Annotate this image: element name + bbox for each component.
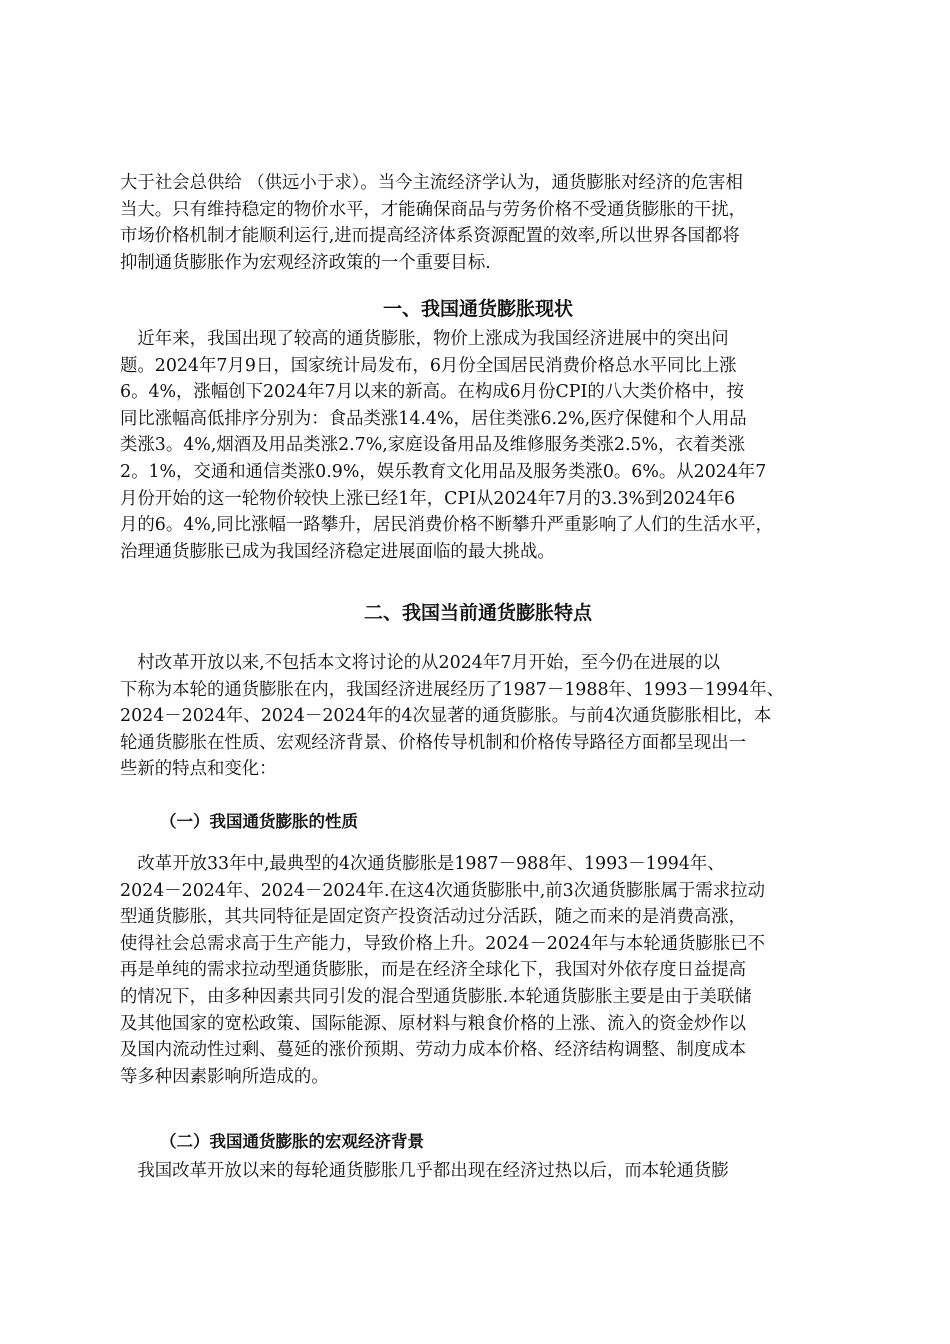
section-2-paragraph (120, 650, 836, 783)
section-1-heading: 一、我国通货膨胀现状 (382, 298, 573, 320)
text-line: 类涨3。4%,烟酒及用品类涨2.7%,家庭设备用品及维修服务类涨2.5%，衣着类涨 (120, 435, 746, 456)
text-line: 型通货膨胀，其共同特征是固定资产投资活动过分活跃，随之而来的是消费高涨， (120, 907, 747, 928)
text-line: 2024－2024年、2024－2024年的4次显著的通货膨胀。与前4次通货膨胀相比，本 (120, 706, 772, 727)
subsection-2-heading: （二）我国通货膨胀的宏观经济背景 (160, 1132, 424, 1151)
subsection-1-heading: （一）我国通货膨胀的性质 (160, 812, 358, 831)
text-line: 月的6。4%,同比涨幅一路攀升，居民消费价格不断攀升严重影响了人们的生活水平， (120, 515, 773, 536)
text-line: 的情况下，由多种因素共同引发的混合型通货膨胀.本轮通货膨胀主要是由于美联储 (120, 986, 752, 1007)
intro-paragraph (120, 170, 836, 276)
text-line: 些新的特点和变化： (120, 759, 277, 780)
text-line: 下称为本轮的通货膨胀在内，我国经济进展经历了1987－1988年、1993－1994年、 (120, 679, 784, 700)
subsection-2-paragraph (120, 1158, 836, 1185)
text-line: 月份开始的这一轮物价较快上涨已经1年，CPI从2024年7月的3.3%到2024年6 (120, 488, 736, 509)
text-line: 及其他国家的宽松政策、国际能源、原材料与粮食价格的上涨、流入的资金炒作以 (120, 1013, 747, 1034)
text-line: 我国改革开放以来的每轮通货膨胀几乎都出现在经济过热以后，而本轮通货膨 (120, 1161, 729, 1181)
text-line: 当大。只有维持稳定的物价水平，才能确保商品与劳务价格不受通货膨胀的干扰， (120, 199, 747, 220)
text-line: 再是单纯的需求拉动型通货膨胀，而是在经济全球化下，我国对外依存度日益提高 (120, 960, 747, 981)
text-line: 6。4%，涨幅创下2024年7月以来的新高。在构成6月份CPI的八大类价格中，按 (120, 382, 744, 403)
text-line: 2024－2024年、2024－2024年.在这4次通货膨胀中,前3次通货膨胀属于需求拉动 (120, 880, 765, 901)
section-1-paragraph (120, 326, 836, 565)
text-line: 村改革开放以来,不包括本文将讨论的从2024年7月开始，至今仍在进展的以 (120, 653, 720, 673)
section-2-heading: 二、我国当前通货膨胀特点 (363, 602, 592, 624)
text-line: 大于社会总供给 （供远小于求）。当今主流经济学认为，通货膨胀对经济的危害相 (120, 173, 743, 193)
subsection-1-paragraph (120, 851, 836, 1090)
text-line: 使得社会总需求高于生产能力，导致价格上升。2024－2024年与本轮通货膨胀已不 (120, 933, 766, 954)
text-line: 治理通货膨胀已成为我国经济稳定进展面临的最大挑战。 (120, 541, 555, 562)
text-line: 近年来，我国出现了较高的通货膨胀，物价上涨成为我国经济进展中的突出问 (120, 329, 729, 349)
text-line: 及国内流动性过剩、蔓延的涨价预期、劳动力成本价格、经济结构调整、制度成本 (120, 1040, 747, 1061)
text-line: 改革开放33年中,最典型的4次通货膨胀是1987－988年、1993－1994年、 (120, 854, 725, 874)
text-line: 同比涨幅高低排序分别为：食品类涨14.4%，居住类涨6.2%,医疗保健和个人用品 (120, 408, 747, 429)
text-line: 抑制通货膨胀作为宏观经济政策的一个重要目标. (120, 252, 491, 273)
text-line: 等多种因素影响所造成的。 (120, 1066, 329, 1087)
text-line: 市场价格机制才能顺利运行,进而提高经济体系资源配置的效率,所以世界各国都将 (120, 226, 740, 247)
text-line: 轮通货膨胀在性质、宏观经济背景、价格传导机制和价格传导路径方面都呈现出一 (120, 732, 747, 753)
text-line: 题。2024年7月9日，国家统计局发布，6月份全国居民消费价格总水平同比上涨 (120, 355, 737, 376)
text-line: 2。1%，交通和通信类涨0.9%，娱乐教育文化用品及服务类涨0。6%。从2024年7 (120, 461, 767, 482)
